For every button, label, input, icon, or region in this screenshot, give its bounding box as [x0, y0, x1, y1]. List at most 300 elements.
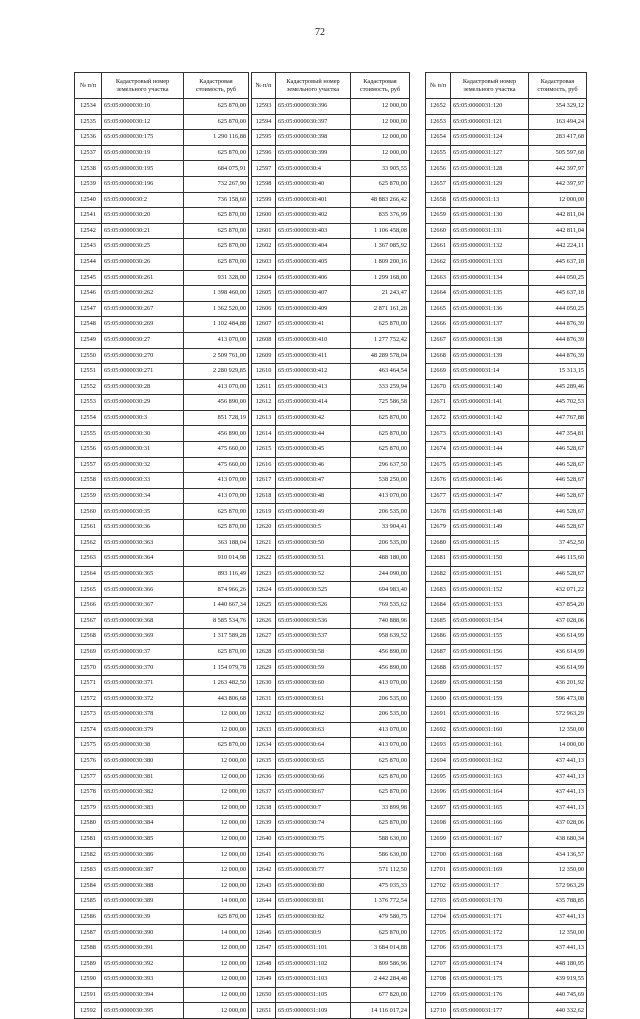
cadastral-number: 65:05:0000031:131	[451, 223, 529, 239]
table-row	[426, 239, 587, 255]
cadastral-number: 65:05:0000030:402	[276, 208, 351, 224]
row-number: 12618	[252, 488, 276, 504]
row-number: 12536	[75, 130, 102, 146]
cadastral-number: 65:05:0000030:62	[276, 707, 351, 723]
table-row	[426, 582, 587, 598]
cadastral-value: 206 535,00	[351, 504, 410, 520]
cadastral-number: 65:05:0000030:196	[102, 176, 184, 192]
table-row	[75, 831, 249, 847]
cadastral-number: 65:05:0000031:151	[451, 566, 529, 582]
table-row	[252, 270, 410, 286]
row-number: 12604	[252, 270, 276, 286]
table-row	[426, 535, 587, 551]
cadastral-value: 448 180,95	[529, 956, 587, 972]
table-row	[75, 644, 249, 660]
table-row	[252, 114, 410, 130]
cadastral-value: 625 870,00	[184, 208, 249, 224]
table-row	[252, 691, 410, 707]
table-row	[426, 629, 587, 645]
cadastral-value: 436 614,99	[529, 660, 587, 676]
table-row	[75, 972, 249, 988]
table-row	[252, 738, 410, 754]
row-number: 12696	[426, 785, 451, 801]
cadastral-value: 12 000,00	[184, 987, 249, 1003]
table-row	[426, 816, 587, 832]
table-row	[252, 582, 410, 598]
row-number: 12545	[75, 270, 102, 286]
row-number: 12628	[252, 644, 276, 660]
row-number: 12686	[426, 629, 451, 645]
table-row	[252, 660, 410, 676]
table-row	[75, 941, 249, 957]
cadastral-value: 684 075,91	[184, 161, 249, 177]
row-number: 12613	[252, 410, 276, 426]
row-number: 12594	[252, 114, 276, 130]
table-row	[75, 566, 249, 582]
row-number: 12585	[75, 894, 102, 910]
row-number: 12568	[75, 629, 102, 645]
row-number: 12595	[252, 130, 276, 146]
cadastral-number: 65:05:0000031:103	[276, 972, 351, 988]
row-number: 12551	[75, 364, 102, 380]
cadastral-number: 65:05:0000031:121	[451, 114, 529, 130]
cadastral-value: 438 680,34	[529, 831, 587, 847]
cadastral-number: 65:05:0000030:390	[102, 925, 184, 941]
row-number: 12668	[426, 348, 451, 364]
cadastral-number: 65:05:0000030:31	[102, 442, 184, 458]
cadastral-value: 12 000,00	[184, 941, 249, 957]
cadastral-value: 910 014,98	[184, 551, 249, 567]
cadastral-number: 65:05:0000031:15	[451, 535, 529, 551]
cadastral-number: 65:05:0000030:59	[276, 660, 351, 676]
table-row	[75, 473, 249, 489]
cadastral-value: 1 154 079,78	[184, 660, 249, 676]
cadastral-number: 65:05:0000030:363	[102, 535, 184, 551]
row-number: 12610	[252, 364, 276, 380]
table-row	[426, 488, 587, 504]
cadastral-number: 65:05:0000030:412	[276, 364, 351, 380]
row-number: 12631	[252, 691, 276, 707]
row-number: 12547	[75, 301, 102, 317]
table-row	[75, 956, 249, 972]
table-row	[426, 753, 587, 769]
cadastral-value: 363 188,04	[184, 535, 249, 551]
cadastral-value: 446 528,67	[529, 457, 587, 473]
table-row	[252, 161, 410, 177]
table-row	[252, 473, 410, 489]
cadastral-value: 444 876,39	[529, 317, 587, 333]
row-number: 12603	[252, 254, 276, 270]
cadastral-number: 65:05:0000030:401	[276, 192, 351, 208]
header-cadastral-value: Кадастровая стоимость, руб	[184, 73, 249, 99]
cadastral-value: 625 870,00	[351, 426, 410, 442]
cadastral-number: 65:05:0000030:7	[276, 800, 351, 816]
table-row	[75, 114, 249, 130]
row-number: 12652	[426, 99, 451, 115]
header-number: № п/п	[252, 73, 276, 99]
table-row	[75, 504, 249, 520]
table-row	[426, 956, 587, 972]
row-number: 12587	[75, 925, 102, 941]
cadastral-value: 434 136,57	[529, 847, 587, 863]
cadastral-value: 442 224,11	[529, 239, 587, 255]
row-number: 12634	[252, 738, 276, 754]
row-number: 12570	[75, 660, 102, 676]
cadastral-number: 65:05:0000031:163	[451, 769, 529, 785]
row-number: 12565	[75, 582, 102, 598]
cadastral-value: 446 528,67	[529, 488, 587, 504]
row-number: 12665	[426, 301, 451, 317]
table-row	[75, 145, 249, 161]
cadastral-value: 12 000,00	[184, 956, 249, 972]
row-number: 12621	[252, 535, 276, 551]
cadastral-number: 65:05:0000031:173	[451, 941, 529, 957]
row-number: 12597	[252, 161, 276, 177]
row-number: 12599	[252, 192, 276, 208]
row-number: 12614	[252, 426, 276, 442]
cadastral-number: 65:05:0000030:396	[276, 99, 351, 115]
row-number: 12544	[75, 254, 102, 270]
cadastral-number: 65:05:0000030:382	[102, 785, 184, 801]
cadastral-value: 1 106 458,08	[351, 223, 410, 239]
header-cadastral-number: Кадастровый номер земельного участка	[276, 73, 351, 99]
cadastral-number: 65:05:0000031:146	[451, 473, 529, 489]
row-number: 12616	[252, 457, 276, 473]
cadastral-number: 65:05:0000030:389	[102, 894, 184, 910]
cadastral-number: 65:05:0000030:387	[102, 863, 184, 879]
cadastral-value: 443 806,68	[184, 691, 249, 707]
row-number: 12602	[252, 239, 276, 255]
table-row	[252, 987, 410, 1003]
row-number: 12586	[75, 909, 102, 925]
table-row	[252, 566, 410, 582]
cadastral-value: 12 000,00	[184, 753, 249, 769]
cadastral-value: 1 440 667,34	[184, 598, 249, 614]
row-number: 12670	[426, 379, 451, 395]
cadastral-number: 65:05:0000030:367	[102, 598, 184, 614]
table-row	[426, 145, 587, 161]
row-number: 12605	[252, 286, 276, 302]
cadastral-value: 625 870,00	[184, 99, 249, 115]
cadastral-number: 65:05:0000030:20	[102, 208, 184, 224]
table-row	[426, 972, 587, 988]
table-row	[75, 660, 249, 676]
table-row	[75, 894, 249, 910]
cadastral-number: 65:05:0000031:153	[451, 598, 529, 614]
table-row	[75, 223, 249, 239]
cadastral-value: 1 376 772,54	[351, 894, 410, 910]
cadastral-number: 65:05:0000031:136	[451, 301, 529, 317]
table-row	[426, 301, 587, 317]
table-header-row	[75, 73, 249, 99]
table-row	[75, 488, 249, 504]
cadastral-value: 437 441,13	[529, 785, 587, 801]
cadastral-number: 65:05:0000030:76	[276, 847, 351, 863]
table-row	[426, 863, 587, 879]
table-row	[426, 176, 587, 192]
table-row	[252, 286, 410, 302]
cadastral-number: 65:05:0000030:261	[102, 270, 184, 286]
table-row	[252, 909, 410, 925]
cadastral-value: 33 899,98	[351, 800, 410, 816]
cadastral-number: 65:05:0000030:380	[102, 753, 184, 769]
row-number: 12697	[426, 800, 451, 816]
cadastral-number: 65:05:0000030:42	[276, 410, 351, 426]
cadastral-value: 206 535,00	[351, 707, 410, 723]
cadastral-value: 456 890,00	[351, 660, 410, 676]
cadastral-number: 65:05:0000031:155	[451, 629, 529, 645]
cadastral-value: 2 442 284,48	[351, 972, 410, 988]
cadastral-number: 65:05:0000031:177	[451, 1003, 529, 1019]
row-number: 12676	[426, 473, 451, 489]
cadastral-number: 65:05:0000030:39	[102, 909, 184, 925]
table-row	[252, 348, 410, 364]
row-number: 12578	[75, 785, 102, 801]
cadastral-value: 446 528,67	[529, 442, 587, 458]
table-row	[75, 535, 249, 551]
table-row	[252, 176, 410, 192]
row-number: 12617	[252, 473, 276, 489]
table-row	[252, 301, 410, 317]
cadastral-number: 65:05:0000030:372	[102, 691, 184, 707]
cadastral-value: 456 890,00	[184, 426, 249, 442]
table-row	[75, 800, 249, 816]
row-number: 12694	[426, 753, 451, 769]
cadastral-number: 65:05:0000031:161	[451, 738, 529, 754]
cadastral-number: 65:05:0000031:157	[451, 660, 529, 676]
cadastral-number: 65:05:0000030:404	[276, 239, 351, 255]
table-row	[75, 707, 249, 723]
cadastral-number: 65:05:0000030:413	[276, 379, 351, 395]
row-number: 12659	[426, 208, 451, 224]
cadastral-number: 65:05:0000031:154	[451, 613, 529, 629]
row-number: 12710	[426, 1003, 451, 1019]
cadastral-value: 931 328,00	[184, 270, 249, 286]
row-number: 12658	[426, 192, 451, 208]
row-number: 12620	[252, 520, 276, 536]
table-row	[252, 707, 410, 723]
cadastral-number: 65:05:0000030:19	[102, 145, 184, 161]
table-row	[426, 660, 587, 676]
row-number: 12563	[75, 551, 102, 567]
row-number: 12542	[75, 223, 102, 239]
row-number: 12674	[426, 442, 451, 458]
row-number: 12543	[75, 239, 102, 255]
cadastral-value: 413 070,00	[351, 488, 410, 504]
cadastral-value: 12 000,00	[184, 800, 249, 816]
cadastral-value: 437 028,06	[529, 816, 587, 832]
row-number: 12558	[75, 473, 102, 489]
header-cadastral-number: Кадастровый номер земельного участка	[451, 73, 529, 99]
table-row	[252, 816, 410, 832]
table-row	[75, 769, 249, 785]
cadastral-number: 65:05:0000030:385	[102, 831, 184, 847]
cadastral-value: 1 290 116,88	[184, 130, 249, 146]
cadastral-number: 65:05:0000031:101	[276, 941, 351, 957]
table-row	[426, 925, 587, 941]
cadastral-number: 65:05:0000030:407	[276, 286, 351, 302]
cadastral-value: 2 280 929,85	[184, 364, 249, 380]
table-row	[75, 816, 249, 832]
cadastral-number: 65:05:0000031:152	[451, 582, 529, 598]
cadastral-value: 1 809 200,16	[351, 254, 410, 270]
table-row	[426, 941, 587, 957]
cadastral-value: 437 441,13	[529, 800, 587, 816]
cadastral-number: 65:05:0000031:105	[276, 987, 351, 1003]
table-row	[75, 99, 249, 115]
cadastral-number: 65:05:0000030:414	[276, 395, 351, 411]
cadastral-number: 65:05:0000030:366	[102, 582, 184, 598]
row-number: 12653	[426, 114, 451, 130]
table-row	[252, 847, 410, 863]
row-number: 12699	[426, 831, 451, 847]
cadastral-number: 65:05:0000030:388	[102, 878, 184, 894]
table-row	[426, 722, 587, 738]
row-number: 12651	[252, 1003, 276, 1019]
cadastral-number: 65:05:0000031:175	[451, 972, 529, 988]
cadastral-number: 65:05:0000030:40	[276, 176, 351, 192]
table-row	[426, 270, 587, 286]
cadastral-value: 437 854,20	[529, 598, 587, 614]
table-row	[426, 161, 587, 177]
row-number: 12678	[426, 504, 451, 520]
table-row	[75, 364, 249, 380]
cadastral-value: 14 000,00	[184, 894, 249, 910]
cadastral-number: 65:05:0000031:145	[451, 457, 529, 473]
table-row	[426, 332, 587, 348]
row-number: 12702	[426, 878, 451, 894]
row-number: 12598	[252, 176, 276, 192]
row-number: 12660	[426, 223, 451, 239]
cadastral-number: 65:05:0000031:17	[451, 878, 529, 894]
cadastral-number: 65:05:0000031:14	[451, 364, 529, 380]
table-row	[426, 644, 587, 660]
cadastral-value: 446 115,60	[529, 551, 587, 567]
row-number: 12657	[426, 176, 451, 192]
cadastral-value: 12 350,00	[529, 722, 587, 738]
row-number: 12559	[75, 488, 102, 504]
table-row	[426, 785, 587, 801]
cadastral-number: 65:05:0000030:33	[102, 473, 184, 489]
row-number: 12675	[426, 457, 451, 473]
row-number: 12548	[75, 317, 102, 333]
cadastral-number: 65:05:0000031:172	[451, 925, 529, 941]
row-number: 12647	[252, 941, 276, 957]
cadastral-number: 65:05:0000030:64	[276, 738, 351, 754]
cadastral-number: 65:05:0000030:378	[102, 707, 184, 723]
cadastral-number: 65:05:0000030:2	[102, 192, 184, 208]
row-number: 12560	[75, 504, 102, 520]
row-number: 12567	[75, 613, 102, 629]
cadastral-number: 65:05:0000031:159	[451, 691, 529, 707]
cadastral-value: 851 728,19	[184, 410, 249, 426]
table-row	[252, 941, 410, 957]
table-row	[252, 395, 410, 411]
cadastral-number: 65:05:0000030:267	[102, 301, 184, 317]
table-row	[75, 909, 249, 925]
row-number: 12654	[426, 130, 451, 146]
cadastral-value: 571 112,50	[351, 863, 410, 879]
cadastral-table-1	[74, 72, 249, 1019]
cadastral-value: 874 966,26	[184, 582, 249, 598]
table-row	[252, 878, 410, 894]
cadastral-value: 439 919,55	[529, 972, 587, 988]
cadastral-value: 625 870,00	[184, 909, 249, 925]
table-row	[426, 1003, 587, 1019]
cadastral-number: 65:05:0000030:47	[276, 473, 351, 489]
header-number: № п/п	[426, 73, 451, 99]
row-number: 12569	[75, 644, 102, 660]
cadastral-value: 475 035,33	[351, 878, 410, 894]
cadastral-number: 65:05:0000030:392	[102, 956, 184, 972]
cadastral-number: 65:05:0000030:262	[102, 286, 184, 302]
table-row	[75, 987, 249, 1003]
cadastral-value: 588 630,00	[351, 831, 410, 847]
row-number: 12708	[426, 972, 451, 988]
cadastral-number: 65:05:0000031:133	[451, 254, 529, 270]
table-row	[252, 956, 410, 972]
cadastral-value: 12 000,00	[184, 878, 249, 894]
row-number: 12576	[75, 753, 102, 769]
cadastral-value: 505 597,68	[529, 145, 587, 161]
cadastral-number: 65:05:0000030:65	[276, 753, 351, 769]
cadastral-value: 37 452,50	[529, 535, 587, 551]
cadastral-value: 769 535,62	[351, 598, 410, 614]
table-row	[426, 442, 587, 458]
row-number: 12591	[75, 987, 102, 1003]
cadastral-value: 12 000,00	[184, 707, 249, 723]
table-row	[252, 239, 410, 255]
row-number: 12562	[75, 535, 102, 551]
cadastral-number: 65:05:0000030:395	[102, 1003, 184, 1019]
cadastral-value: 2 509 761,00	[184, 348, 249, 364]
cadastral-value: 12 350,00	[529, 925, 587, 941]
cadastral-number: 65:05:0000030:379	[102, 722, 184, 738]
cadastral-value: 413 070,00	[184, 379, 249, 395]
table-row	[75, 520, 249, 536]
row-number: 12672	[426, 410, 451, 426]
cadastral-number: 65:05:0000030:29	[102, 395, 184, 411]
table-row	[75, 863, 249, 879]
cadastral-number: 65:05:0000030:44	[276, 426, 351, 442]
cadastral-number: 65:05:0000031:134	[451, 270, 529, 286]
cadastral-number: 65:05:0000031:129	[451, 176, 529, 192]
table-row	[426, 114, 587, 130]
row-number: 12677	[426, 488, 451, 504]
header-cadastral-number: Кадастровый номер земельного участка	[102, 73, 184, 99]
row-number: 12574	[75, 722, 102, 738]
cadastral-number: 65:05:0000031:109	[276, 1003, 351, 1019]
row-number: 12573	[75, 707, 102, 723]
row-number: 12552	[75, 379, 102, 395]
row-number: 12546	[75, 286, 102, 302]
cadastral-value: 1 263 482,50	[184, 675, 249, 691]
table-row	[252, 410, 410, 426]
cadastral-number: 65:05:0000030:77	[276, 863, 351, 879]
table-row	[426, 317, 587, 333]
row-number: 12644	[252, 894, 276, 910]
cadastral-number: 65:05:0000031:167	[451, 831, 529, 847]
table-row	[426, 473, 587, 489]
cadastral-value: 21 243,47	[351, 286, 410, 302]
cadastral-number: 65:05:0000030:26	[102, 254, 184, 270]
row-number: 12589	[75, 956, 102, 972]
cadastral-value: 413 070,00	[184, 488, 249, 504]
table-row	[252, 332, 410, 348]
row-number: 12580	[75, 816, 102, 832]
row-number: 12635	[252, 753, 276, 769]
cadastral-number: 65:05:0000030:365	[102, 566, 184, 582]
